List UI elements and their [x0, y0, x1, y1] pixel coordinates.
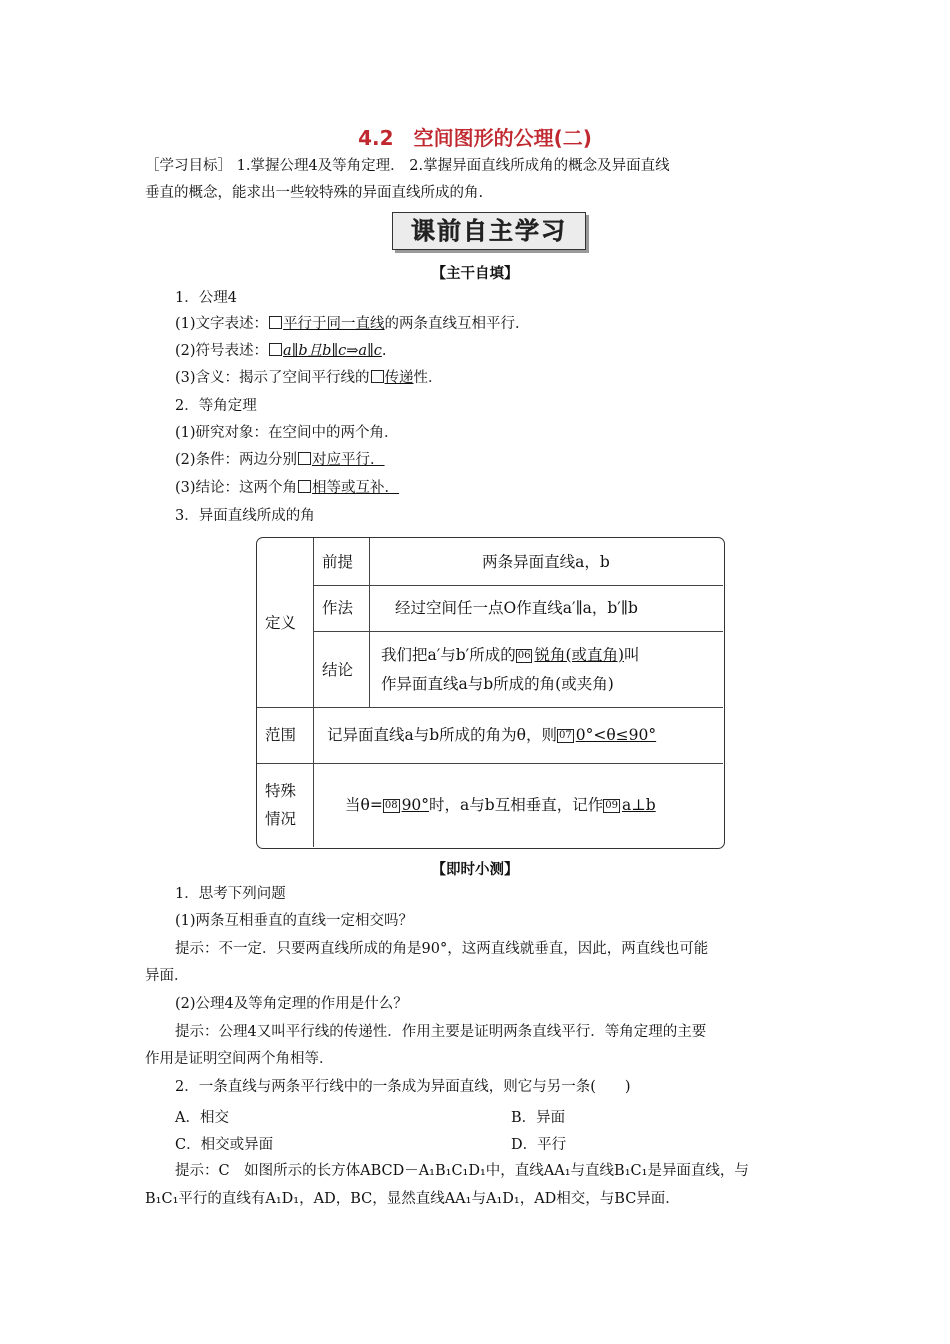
blank-box-icon	[298, 452, 311, 465]
quiz-q1-1-hint-b: 异面．	[145, 968, 189, 984]
table-conclusion-line-2: 作异面直线a与b所成的角(或夹角)	[381, 675, 614, 693]
blank-box-icon	[269, 316, 282, 329]
quiz-q2-hint-b: B₁C₁平行的直线有A₁D₁，AD，BC，显然直线AA₁与A₁D₁，AD相交，与BC异面．	[145, 1191, 680, 1207]
table-method-label: 作法	[322, 599, 354, 617]
table-method-value: 经过空间任一点O作直线a′∥a，b′∥b	[395, 599, 638, 617]
section-heading-main: 【主干自填】	[431, 265, 519, 282]
equal-angle-object: (1)研究对象：在空间中的两个角．	[175, 425, 399, 441]
table-definition-label: 定义	[265, 614, 297, 632]
table-premise-label: 前提	[322, 553, 354, 571]
section-heading-quiz: 【即时小测】	[431, 861, 519, 878]
equal-angle-condition: (2)条件：两边分别 对应平行．	[175, 452, 385, 468]
table-range-label: 范围	[265, 726, 297, 744]
quiz-q1-2-hint-b: 作用是证明空间两个角相等．	[145, 1051, 334, 1067]
axiom4-text: (1)文字表述： 平行于同一直线的两条直线互相平行．	[175, 316, 530, 332]
page-title: 4.2 空间图形的公理(二)	[358, 126, 592, 150]
quiz-q2-hint-a: 提示：C 如图所示的长方体ABCD－A₁B₁C₁D₁中，直线AA₁与直线B₁C₁是异面直线，与	[175, 1163, 749, 1179]
quiz-q1-1-hint-a: 提示：不一定．只要两直线所成的角是90°，这两直线就垂直，因此，两直线也可能	[175, 941, 709, 957]
quiz-q1-1: (1)两条互相垂直的直线一定相交吗？	[175, 913, 414, 929]
option-c: C．相交或异面	[175, 1137, 274, 1153]
blank-box-icon	[298, 480, 311, 493]
axiom4-meaning: (3)含义：揭示了空间平行线的 传递性．	[175, 370, 443, 386]
table-special-value: 当θ= 08 90°时，a与b互相垂直，记作 09 a⊥b	[345, 796, 656, 814]
quiz-q1-2: (2)公理4及等角定理的作用是什么？	[175, 996, 408, 1012]
blank-box-icon	[371, 370, 384, 383]
section-banner: 课前自主学习	[392, 212, 586, 250]
table-conclusion-line-1: 我们把a′与b′所成的 06 锐角(或直角)叫	[381, 646, 640, 664]
skew-angle-heading: 3．异面直线所成的角	[175, 508, 315, 524]
axiom4-symbol: (2)符号表述： a∥b且b∥c⇒a∥c.	[175, 343, 387, 359]
objectives-line-1: ［学习目标］ 1.掌握公理4及等角定理． 2.掌握异面直线所成角的概念及异面直线	[145, 158, 670, 174]
axiom4-heading: 1．公理4	[175, 290, 237, 306]
table-premise-value: 两条异面直线a，b	[482, 553, 610, 571]
option-d: D．平行	[511, 1137, 567, 1153]
equal-angle-conclusion: (3)结论：这两个角 相等或互补．	[175, 480, 400, 496]
quiz-q1-heading: 1．思考下列问题	[175, 886, 286, 902]
table-range-value: 记异面直线a与b所成的角为θ，则 07 0°<θ≤90°	[327, 726, 657, 744]
table-special-label-2: 情况	[265, 810, 297, 828]
table-special-label-1: 特殊	[265, 782, 297, 800]
equal-angle-heading: 2．等角定理	[175, 398, 257, 414]
table-conclusion-label: 结论	[322, 661, 354, 679]
option-a: A．相交	[175, 1110, 229, 1126]
quiz-q1-2-hint-a: 提示：公理4又叫平行线的传递性．作用主要是证明两条直线平行．等角定理的主要	[175, 1024, 707, 1040]
quiz-q2: 2．一条直线与两条平行线中的一条成为异面直线，则它与另一条( )	[175, 1079, 631, 1095]
objectives-line-2: 垂直的概念，能求出一些较特殊的异面直线所成的角.	[145, 185, 484, 201]
skew-angle-table	[256, 537, 725, 849]
option-b: B．异面	[511, 1110, 566, 1126]
blank-box-icon	[269, 343, 282, 356]
